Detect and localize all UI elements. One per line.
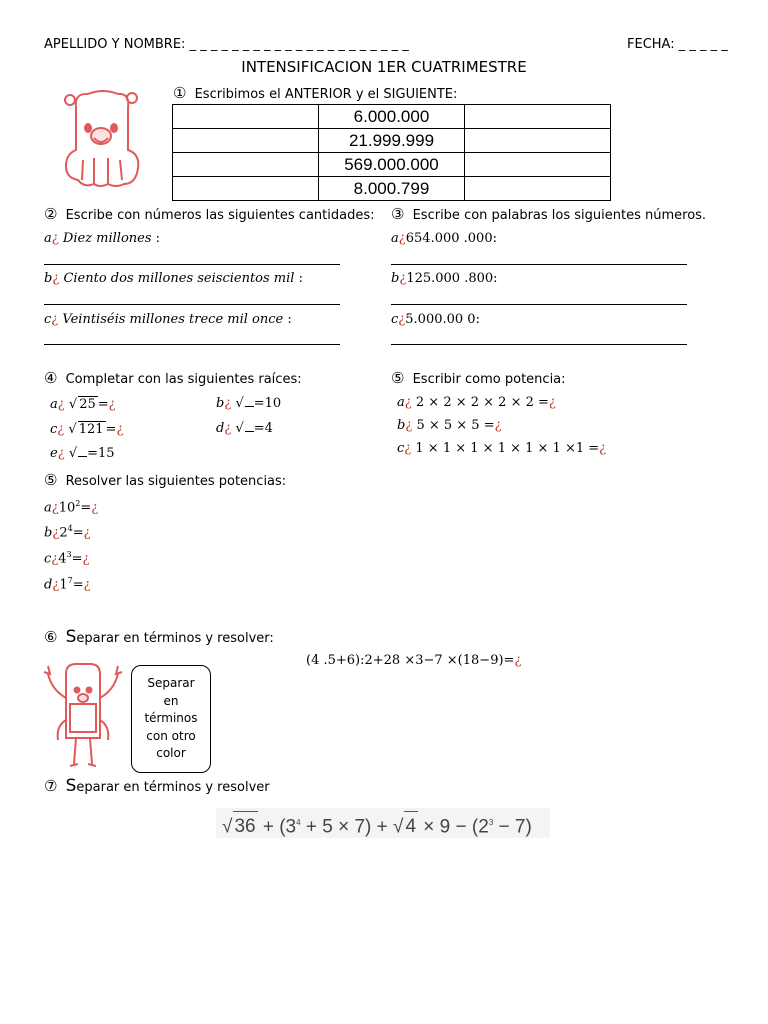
item-text: 654.000 .000 bbox=[405, 231, 493, 246]
q6-initial: S bbox=[65, 627, 77, 647]
inv-question-glyph: ¿ bbox=[404, 395, 412, 410]
table-row bbox=[173, 105, 611, 129]
inv-question-glyph: ¿ bbox=[52, 271, 60, 286]
item-letter: b bbox=[44, 525, 53, 541]
q5b-item-a: $a¿10^2=¿$ bbox=[44, 499, 99, 516]
q4-instruction: Completar con las siguientes raíces: bbox=[65, 372, 302, 387]
item-text: 5.000.00 0 bbox=[405, 312, 476, 327]
q4-item-b: b¿ √ =10 bbox=[216, 396, 282, 411]
item-suffix: : bbox=[475, 312, 480, 327]
inv-question-glyph: ¿ bbox=[548, 395, 556, 410]
item-expression: 5 × 5 × 5 = bbox=[416, 418, 495, 433]
anterior-siguiente-table bbox=[172, 104, 611, 201]
inv-question-glyph: ¿ bbox=[57, 422, 65, 437]
base: 10 bbox=[58, 500, 76, 516]
q2-item-b bbox=[44, 271, 303, 286]
speech-bubble bbox=[131, 665, 211, 773]
q7-instruction-row bbox=[44, 776, 270, 796]
q4-item-e: e¿ √ =15 bbox=[50, 446, 115, 461]
name-label: APELLIDO Y NOMBRE: bbox=[44, 37, 186, 52]
radicand: 36 bbox=[233, 811, 257, 842]
answer-line[interactable] bbox=[391, 264, 687, 265]
bubble-word: color bbox=[156, 746, 186, 760]
answer-line[interactable] bbox=[391, 304, 687, 305]
q5b-item-c: $c¿4^3=¿$ bbox=[44, 550, 90, 567]
siguiente-cell[interactable] bbox=[465, 129, 611, 153]
inv-question-glyph: ¿ bbox=[404, 441, 412, 456]
item-text: Ciento dos millones seiscientos mil bbox=[63, 271, 295, 286]
anterior-cell[interactable] bbox=[173, 177, 319, 201]
inv-question-glyph: ¿ bbox=[83, 525, 91, 541]
item-letter: b bbox=[216, 396, 225, 411]
q6-expression bbox=[306, 653, 521, 668]
given-number-cell: 569.000.000 bbox=[319, 153, 465, 177]
expr-part: + 5 × 7) + bbox=[300, 816, 394, 838]
item-letter: b bbox=[44, 271, 53, 286]
exponent: 4 bbox=[67, 524, 73, 533]
inv-question-glyph: ¿ bbox=[57, 446, 65, 461]
q3-instruction: Escribe con palabras los siguientes números. bbox=[412, 208, 707, 223]
item-text: 125.000 .800 bbox=[406, 271, 494, 286]
q7-number: ⑦ bbox=[44, 777, 58, 795]
inv-question-glyph: ¿ bbox=[494, 418, 502, 433]
given-number-cell: 21.999.999 bbox=[319, 129, 465, 153]
item-text: Diez millones bbox=[62, 231, 152, 246]
item-letter: c bbox=[397, 441, 405, 456]
result: 10 bbox=[264, 396, 282, 411]
q2-instruction-row bbox=[44, 205, 375, 223]
sqrt-glyph: √ bbox=[393, 816, 404, 838]
date-label: FECHA: bbox=[627, 37, 675, 52]
radicand[interactable] bbox=[245, 406, 254, 407]
q5a-item-b bbox=[397, 418, 502, 433]
q5b-item-d: $d¿1^7=¿$ bbox=[44, 576, 91, 593]
q5b-instruction-row bbox=[44, 471, 286, 489]
exponent: 3 bbox=[488, 818, 494, 827]
anterior-cell[interactable] bbox=[173, 153, 319, 177]
sqrt-glyph: √ bbox=[68, 422, 77, 437]
anterior-cell[interactable] bbox=[173, 129, 319, 153]
q1-number: ① bbox=[173, 84, 187, 102]
exponent: 4 bbox=[296, 818, 301, 827]
item-suffix: : bbox=[287, 312, 292, 327]
page-title: INTENSIFICACION 1ER CUATRIMESTRE bbox=[241, 58, 527, 76]
date-blank: _ _ _ _ _ bbox=[678, 37, 728, 52]
q4-instruction-row bbox=[44, 369, 302, 387]
item-letter: c bbox=[50, 422, 58, 437]
inv-question-glyph: ¿ bbox=[405, 418, 413, 433]
item-letter: b bbox=[397, 418, 406, 433]
item-letter: c bbox=[44, 551, 52, 567]
q5b-item-b: $b¿2^4=¿$ bbox=[44, 524, 91, 541]
base: 1 bbox=[59, 577, 68, 593]
item-suffix: : bbox=[298, 271, 303, 286]
q2-instruction: Escribe con números las siguientes cantidades: bbox=[65, 208, 375, 223]
q4-item-c: c¿ √ 121 =¿ bbox=[50, 422, 124, 437]
sqrt-glyph: √ bbox=[222, 816, 233, 838]
expr-part: − 7) bbox=[493, 816, 532, 838]
radicand[interactable] bbox=[78, 456, 87, 457]
q3-item-c bbox=[391, 312, 480, 327]
mascot-figure-image bbox=[42, 660, 124, 772]
item-suffix: : bbox=[155, 231, 161, 246]
inv-question-glyph: ¿ bbox=[51, 551, 59, 567]
q5a-instruction-row bbox=[391, 369, 566, 387]
inv-question-glyph: ¿ bbox=[51, 312, 59, 327]
q5a-item-a bbox=[397, 395, 556, 410]
q7-expression-image bbox=[216, 808, 550, 838]
q3-item-a bbox=[391, 231, 497, 246]
sqrt-glyph: √ bbox=[68, 397, 78, 412]
q4-item-a: a¿ √ 25 =¿ bbox=[50, 397, 116, 412]
q5b-instruction: Resolver las siguientes potencias: bbox=[65, 474, 287, 489]
q1-instruction: Escribimos el ANTERIOR y el SIGUIENTE: bbox=[194, 87, 458, 102]
q6-instruction-row bbox=[44, 627, 274, 647]
inv-question-glyph: ¿ bbox=[398, 312, 406, 327]
name-field bbox=[44, 37, 409, 52]
q5a-number: ⑤ bbox=[391, 369, 405, 387]
exponent: 2 bbox=[75, 499, 81, 508]
item-expression: 1 × 1 × 1 × 1 × 1 × 1 ×1 = bbox=[415, 441, 600, 456]
inv-question-glyph: ¿ bbox=[52, 577, 60, 593]
result: ¿ bbox=[116, 422, 124, 437]
result: ¿ bbox=[108, 397, 116, 412]
radicand: 121 bbox=[78, 422, 104, 437]
exponent: 7 bbox=[67, 576, 73, 585]
bubble-word: Separar bbox=[147, 676, 195, 690]
item-text: Veintiséis millones trece mil once bbox=[62, 312, 284, 327]
item-suffix: : bbox=[492, 231, 497, 246]
exponent: 3 bbox=[66, 550, 72, 559]
sqrt-glyph: √ bbox=[235, 396, 244, 411]
item-letter: a bbox=[391, 231, 399, 246]
base: 4 bbox=[58, 551, 67, 567]
date-field bbox=[627, 37, 728, 52]
bubble-word: términos bbox=[144, 711, 198, 725]
bubble-word: en bbox=[163, 693, 179, 708]
sqrt-glyph: √ bbox=[235, 421, 244, 436]
q2-number: ② bbox=[44, 205, 58, 223]
name-blank: _ _ _ _ _ _ _ _ _ _ _ _ _ _ _ _ _ _ _ _ _ bbox=[189, 37, 409, 52]
answer-line[interactable] bbox=[44, 264, 340, 265]
inv-question-glyph: ¿ bbox=[399, 271, 407, 286]
inv-question-glyph: ¿ bbox=[83, 577, 91, 593]
q1-instruction-row bbox=[173, 84, 457, 102]
item-letter: a bbox=[44, 500, 52, 516]
q6-instruction: eparar en términos y resolver: bbox=[76, 631, 274, 646]
q3-instruction-row bbox=[391, 205, 706, 223]
inv-question-glyph: ¿ bbox=[599, 441, 607, 456]
anterior-cell[interactable] bbox=[173, 105, 319, 129]
result: 4 bbox=[264, 421, 273, 436]
answer-line[interactable] bbox=[44, 304, 340, 305]
inv-question-glyph: ¿ bbox=[224, 396, 232, 411]
item-letter: d bbox=[216, 421, 225, 436]
given-number-cell: 6.000.000 bbox=[319, 105, 465, 129]
item-letter: e bbox=[50, 446, 58, 461]
inv-question-glyph: ¿ bbox=[51, 500, 59, 516]
inv-question-glyph: ¿ bbox=[82, 551, 90, 567]
q7-initial: S bbox=[65, 776, 77, 796]
mascot-octopus-image bbox=[58, 88, 148, 193]
q4-item-d: d¿ √ =4 bbox=[216, 421, 273, 436]
inv-question-glyph: ¿ bbox=[514, 653, 522, 668]
expr-part: + (3 bbox=[262, 816, 297, 838]
inv-question-glyph: ¿ bbox=[57, 397, 65, 412]
item-letter: a bbox=[50, 397, 58, 412]
expr-part: × 9 − (2 bbox=[418, 816, 489, 838]
item-letter: c bbox=[44, 312, 52, 327]
q3-item-b bbox=[391, 271, 498, 286]
q7-instruction: eparar en términos y resolver bbox=[76, 780, 270, 795]
expression-text: (4 .5+6):2+28 ×3−7 ×(18−9)= bbox=[306, 653, 515, 668]
radicand[interactable] bbox=[245, 431, 254, 432]
q4-number: ④ bbox=[44, 369, 58, 387]
siguiente-cell[interactable] bbox=[465, 177, 611, 201]
item-expression: 2 × 2 × 2 × 2 × 2 = bbox=[415, 395, 549, 410]
radicand: 25 bbox=[79, 397, 96, 412]
item-letter: c bbox=[391, 312, 399, 327]
item-letter: d bbox=[44, 577, 53, 593]
q2-item-c bbox=[44, 312, 292, 327]
result: 15 bbox=[98, 446, 115, 461]
sqrt-glyph: √ bbox=[68, 446, 78, 461]
q3-number: ③ bbox=[391, 205, 405, 223]
inv-question-glyph: ¿ bbox=[398, 231, 406, 246]
item-letter: a bbox=[44, 231, 52, 246]
table-row bbox=[173, 129, 611, 153]
inv-question-glyph: ¿ bbox=[52, 525, 60, 541]
base: 2 bbox=[59, 525, 68, 541]
inv-question-glyph: ¿ bbox=[224, 421, 232, 436]
answer-line[interactable] bbox=[391, 344, 687, 345]
table-row bbox=[173, 153, 611, 177]
q5b-number: ⑤ bbox=[44, 471, 58, 489]
siguiente-cell[interactable] bbox=[465, 105, 611, 129]
inv-question-glyph: ¿ bbox=[91, 500, 99, 516]
siguiente-cell[interactable] bbox=[465, 153, 611, 177]
item-letter: a bbox=[397, 395, 405, 410]
radicand: 4 bbox=[404, 811, 418, 842]
q2-item-a bbox=[44, 231, 160, 246]
table-row bbox=[173, 177, 611, 201]
q5a-instruction: Escribir como potencia: bbox=[412, 372, 566, 387]
q5a-item-c bbox=[397, 441, 606, 456]
given-number-cell: 8.000.799 bbox=[319, 177, 465, 201]
inv-question-glyph: ¿ bbox=[51, 231, 59, 246]
item-suffix: : bbox=[493, 271, 498, 286]
item-letter: b bbox=[391, 271, 400, 286]
answer-line[interactable] bbox=[44, 344, 340, 345]
q6-number: ⑥ bbox=[44, 628, 58, 646]
bubble-word: con otro bbox=[146, 728, 196, 743]
